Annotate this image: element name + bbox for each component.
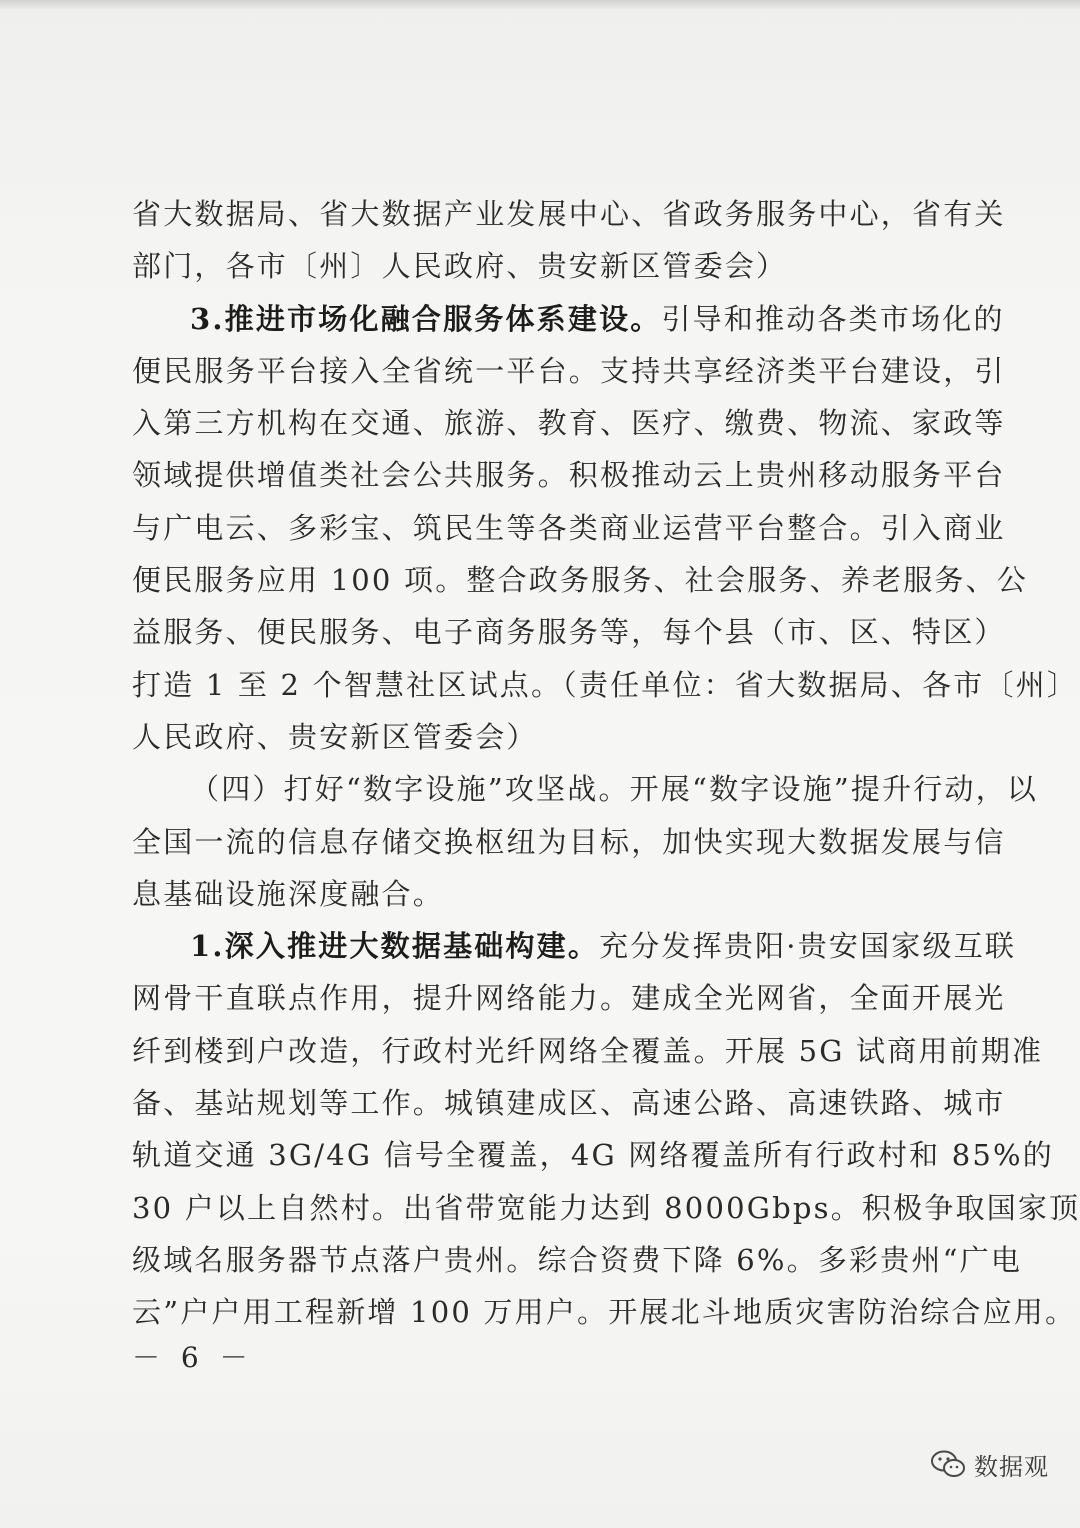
body-line: 打造 1 至 2 个智慧社区试点。（责任单位：省大数据局、各市〔州〕 [132, 667, 1079, 702]
body-line [132, 293, 1005, 345]
body-line: 云”户户用工程新增 100 万用户。开展北斗地质灾害防治综合应用。 [132, 1295, 1077, 1330]
body-line: 省大数据局、省大数据产业发展中心、省政务服务中心，省有关 [132, 197, 1006, 231]
watermark [930, 1444, 1049, 1484]
body-line: 便民服务平台接入全省统一平台。支持共享经济类平台建设，引 [132, 353, 1006, 388]
body-line: 轨道交通 3G/4G 信号全覆盖，4G 网络覆盖所有行政村和 85%的 [132, 1138, 1054, 1173]
body-line [132, 920, 1017, 972]
body-line: 网骨干直联点作用，提升网络能力。建成全光网省，全面开展光 [132, 981, 1006, 1016]
body-text: 引导和推动各类市场化的 [661, 301, 1005, 336]
section-heading: 3.推进市场化融合服务体系建设。 [190, 301, 662, 336]
body-line: 人民政府、贵安新区管委会） [132, 719, 538, 754]
body-line: 入第三方机构在交通、旅游、教育、医疗、缴费、物流、家政等 [132, 406, 1006, 441]
body-line: 息基础设施深度融合。 [132, 876, 445, 911]
page-number: － 6 － [132, 1341, 254, 1374]
body-line: 全国一流的信息存储交换枢纽为目标，加快实现大数据发展与信 [132, 824, 1006, 859]
body-line: （四）打好“数字设施”攻坚战。开展“数字设施”提升行动，以 [190, 772, 1039, 807]
body-line: 益服务、便民服务、电子商务服务等，每个县（市、区、特区） [132, 615, 1006, 650]
body-line: 纤到楼到户改造，行政村光纤网络全覆盖。开展 5G 试商用前期准 [132, 1033, 1044, 1068]
scan-edge-shadow [0, 0, 1080, 10]
body-line: 领域提供增值类社会公共服务。积极推动云上贵州移动服务平台 [132, 458, 1006, 493]
body-line: 便民服务应用 100 项。整合政务服务、社会服务、养老服务、公 [132, 563, 1028, 598]
document-body [132, 188, 1080, 1339]
body-line: 与广电云、多彩宝、筑民生等各类商业运营平台整合。引入商业 [132, 510, 1006, 545]
body-line: 级域名服务器节点落户贵州。综合资费下降 6%。多彩贵州“广电 [132, 1242, 1023, 1277]
body-line: 部门，各市〔州〕人民政府、贵安新区管委会） [132, 249, 788, 284]
body-line: 备、基站规划等工作。城镇建成区、高速公路、高速铁路、城市 [132, 1086, 1006, 1121]
section-heading: 1.深入推进大数据基础构建。 [190, 929, 600, 964]
body-text: 充分发挥贵阳·贵安国家级互联 [599, 929, 1017, 964]
wechat-icon [930, 1449, 966, 1479]
watermark-text: 数据观 [974, 1452, 1049, 1481]
body-line: 30 户以上自然村。出省带宽能力达到 8000Gbps。积极争取国家顶 [132, 1190, 1080, 1225]
